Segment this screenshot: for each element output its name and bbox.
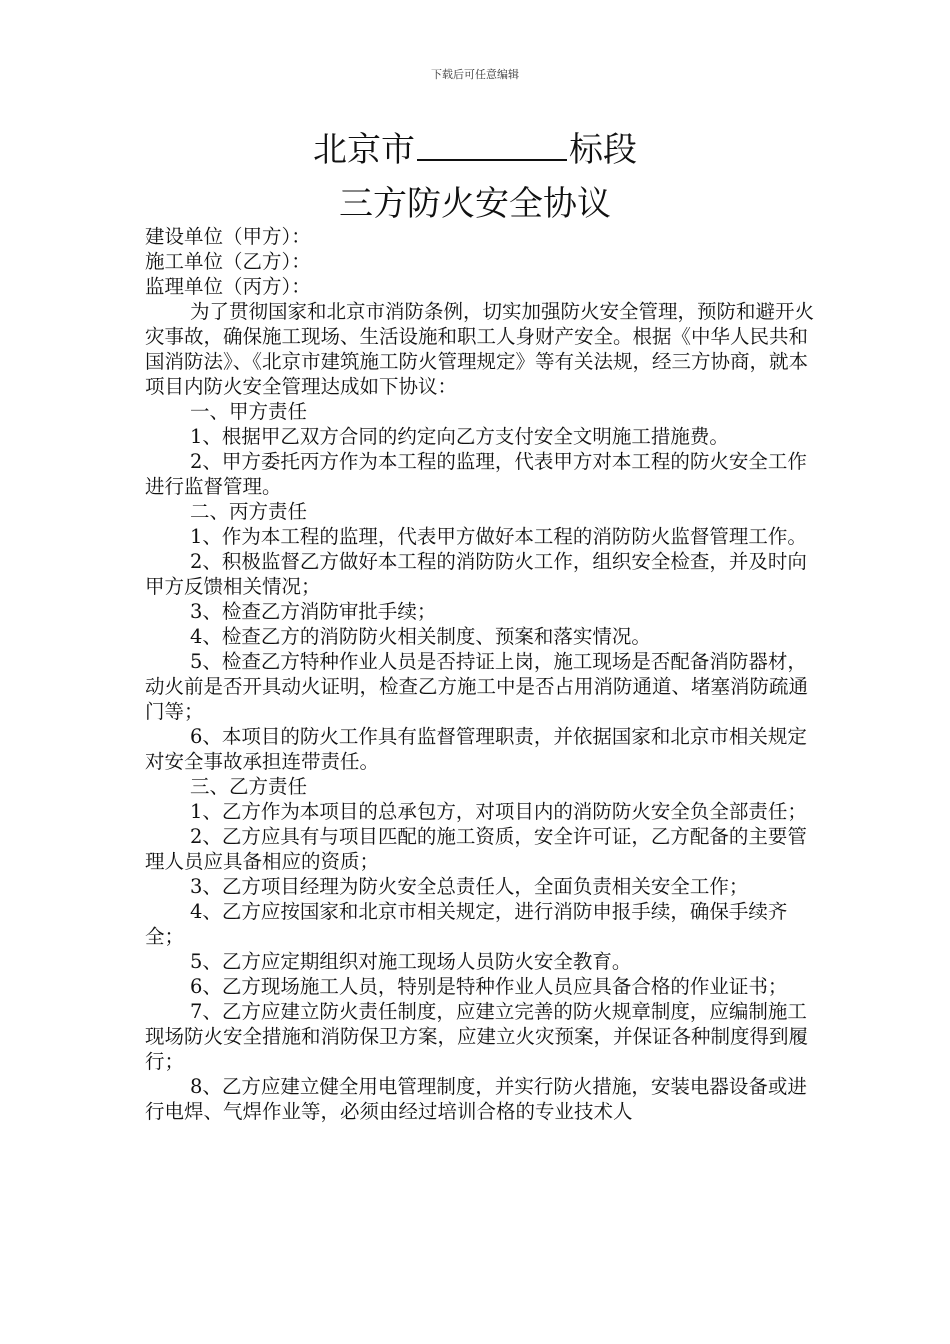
clause: 4、检查乙方的消防防火相关制度、预案和落实情况。: [190, 625, 651, 648]
clause: 6、本项目的防火工作具有监督管理职责，并依据国家和北京市相关规定对安全事故承担连带责任。: [145, 725, 807, 773]
document-body: [145, 224, 815, 1124]
title-prefix: 北京市: [313, 130, 415, 170]
header-note: 下载后可任意编辑: [431, 68, 519, 81]
clause: 3、检查乙方消防审批手续；: [190, 600, 437, 623]
party-yi: 施工单位（乙方）：: [145, 250, 311, 273]
clause: 1、根据甲乙双方合同的约定向乙方支付安全文明施工措施费。: [190, 425, 729, 448]
clause: 4、乙方应按国家和北京市相关规定，进行消防申报手续，确保手续齐全；: [145, 900, 788, 948]
intro-paragraph: 为了贯彻国家和北京市消防条例，切实加强防火安全管理，预防和避开火灾事故，确保施工现场、生活设施和职工人身财产安全。根据《中华人民共和国消防法》、《北京市建筑施工防火管理规定》等有关法规，经三方协商，就本项目内防火安全管理达成如下协议：: [145, 300, 815, 398]
clause: 1、乙方作为本项目的总承包方，对项目内的消防防火安全负全部责任；: [190, 800, 807, 823]
clause: 7、乙方应建立防火责任制度，应建立完善的防火规章制度，应编制施工现场防火安全措施和消防保卫方案，应建立火灾预案，并保证各种制度得到履行；: [145, 1000, 809, 1073]
title-blank-line: [417, 129, 567, 161]
section-heading-jia: 一、甲方责任: [190, 400, 308, 423]
document-title: [0, 128, 950, 172]
party-bing: 监理单位（丙方）：: [145, 275, 311, 298]
clause: 2、乙方应具有与项目匹配的施工资质，安全许可证，乙方配备的主要管理人员应具备相应的资质；: [145, 825, 807, 873]
clause: 2、甲方委托丙方作为本工程的监理，代表甲方对本工程的防火安全工作进行监督管理。: [145, 450, 807, 498]
clause: 1、作为本工程的监理，代表甲方做好本工程的消防防火监督管理工作。: [190, 525, 807, 548]
clause: 5、乙方应定期组织对施工现场人员防火安全教育。: [190, 950, 632, 973]
clause: 3、乙方项目经理为防火安全总责任人，全面负责相关安全工作；: [190, 875, 749, 898]
clause: 6、乙方现场施工人员，特别是特种作业人员应具备合格的作业证书；: [190, 975, 788, 998]
clause: 8、乙方应建立健全用电管理制度，并实行防火措施，安装电器设备或进行电焊、气焊作业等，必须由经过培训合格的专业技术人: [145, 1075, 807, 1123]
section-heading-yi: 三、乙方责任: [190, 775, 308, 798]
document-subtitle: 三方防火安全协议: [339, 184, 611, 224]
clause: 2、积极监督乙方做好本工程的消防防火工作，组织安全检查，并及时向甲方反馈相关情况；: [145, 550, 807, 598]
title-suffix: 标段: [569, 130, 637, 170]
section-heading-bing: 二、丙方责任: [190, 500, 308, 523]
party-jia: 建设单位（甲方）：: [145, 225, 311, 248]
clause: 5、检查乙方特种作业人员是否持证上岗，施工现场是否配备消防器材，动火前是否开具动火证明，检查乙方施工中是否占用消防通道、堵塞消防疏通门等；: [145, 650, 809, 723]
